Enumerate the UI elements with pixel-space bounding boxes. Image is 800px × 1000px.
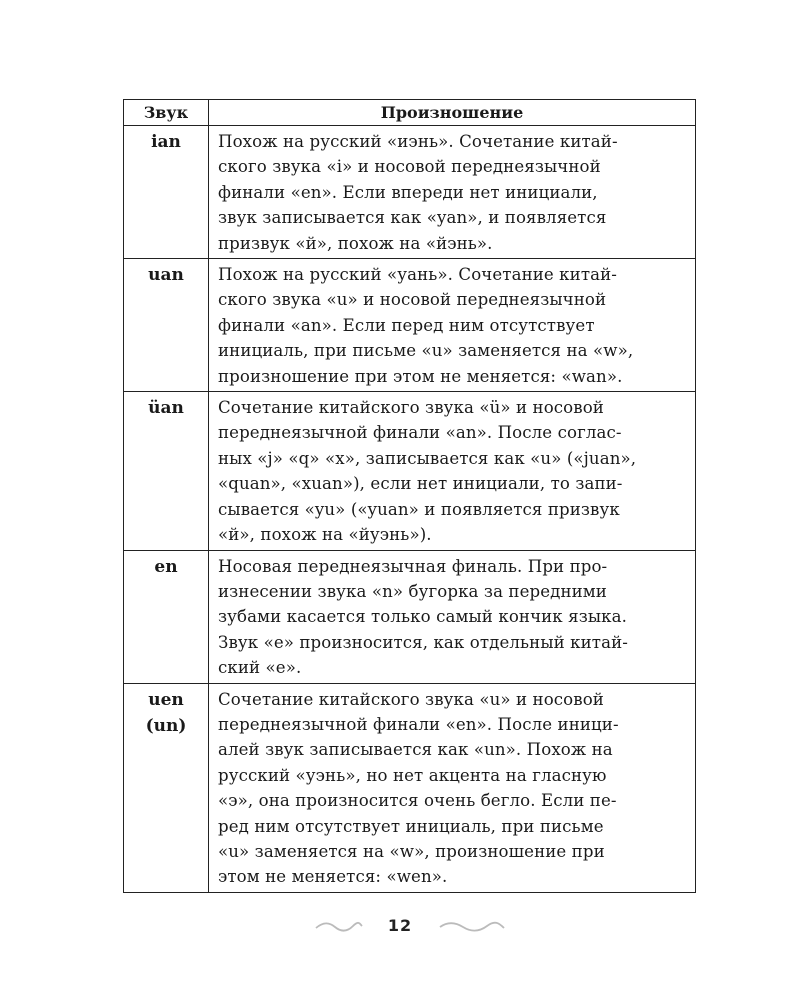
- sound-cell: [124, 550, 209, 683]
- pronunciation-line: ред ним отсутствует инициаль, при письме: [218, 816, 604, 836]
- pronunciation-line: алей звук записывается как «un». Похож на: [218, 740, 613, 760]
- sound-label: ian: [151, 132, 181, 152]
- sound-label: en: [154, 556, 178, 577]
- pronunciation-line: ский «e».: [218, 658, 302, 678]
- pronunciation-cell: [209, 550, 696, 683]
- sound-cell: [124, 392, 209, 550]
- sound-label: uan: [148, 265, 184, 286]
- pronunciation-line: инициаль, при письме «u» заменяется на «w»,: [218, 341, 634, 361]
- pronunciation-line: изнесении звука «n» бугорка за передними: [218, 581, 607, 601]
- pronunciation-line: звук записывается как «yan», и появляется: [218, 208, 607, 228]
- pronunciation-line: Звук «e» произносится, как отдельный китай-: [218, 632, 628, 652]
- pronunciation-line: финали «en». Если впереди нет инициали,: [218, 182, 598, 202]
- pronunciation-line: переднеязычной финали «en». После иници-: [218, 714, 619, 734]
- pronunciation-line: этом не меняется: «wen».: [218, 867, 448, 887]
- pronunciation-line: «й», похож на «йуэнь»).: [218, 525, 432, 545]
- pronunciation-line: финали «an». Если перед ним отсутствует: [218, 315, 595, 335]
- pronunciation-line: Сочетание китайского звука «u» и носовой: [218, 689, 604, 709]
- pronunciation-cell: [209, 392, 696, 550]
- pronunciation-line: сывается «yu» («yuan» и появляется призвук: [218, 499, 620, 519]
- pronunciation-line: ных «j» «q» «x», записывается как «u» («juan»,: [218, 448, 637, 468]
- pronunciation-line: призвук «й», похож на «йэнь».: [218, 233, 493, 253]
- pronunciation-line: Сочетание китайского звука «ü» и носовой: [218, 398, 604, 418]
- pronunciation-line: русский «уэнь», но нет акцента на гласную: [218, 765, 607, 785]
- pronunciation-line: ского звука «u» и носовой переднеязычной: [218, 290, 607, 310]
- table-row: [124, 550, 696, 683]
- header-pronunciation: Произношение: [209, 100, 696, 126]
- pronunciation-line: переднеязычной финали «an». После соглас-: [218, 423, 622, 443]
- sound-cell: [124, 683, 209, 892]
- sound-cell: [124, 126, 209, 259]
- pronunciation-cell: [209, 126, 696, 259]
- pronunciation-line: «э», она произносится очень бегло. Если пе-: [218, 791, 617, 811]
- table-row: [124, 392, 696, 550]
- table-header-row: [124, 100, 696, 126]
- table-row: [124, 126, 696, 259]
- pronunciation-line: Похож на русский «иэнь». Сочетание китай-: [218, 132, 618, 151]
- wave-ornament-left: [315, 920, 363, 934]
- page-number: 12: [387, 916, 413, 935]
- pronunciation-line: произношение при этом не меняется: «wan».: [218, 366, 623, 386]
- sound-label: üan: [148, 398, 184, 419]
- pronunciation-cell: [209, 259, 696, 392]
- pronunciation-line: «quan», «xuan»), если нет инициали, то запи-: [218, 474, 623, 494]
- table-row: [124, 683, 696, 892]
- sound-label: uen: [148, 689, 184, 710]
- pronunciation-line: Носовая переднеязычная финаль. При про-: [218, 556, 608, 576]
- table-body: [124, 126, 696, 893]
- sound-cell: [124, 259, 209, 392]
- header-sound: Звук: [124, 100, 209, 126]
- wave-ornament-right: [439, 920, 505, 934]
- page-footer: [0, 912, 800, 946]
- table-row: [124, 259, 696, 392]
- pronunciation-cell: [209, 683, 696, 892]
- phonetics-table: [123, 99, 696, 893]
- pronunciation-line: Похож на русский «уань». Сочетание китай-: [218, 265, 617, 285]
- pronunciation-line: зубами касается только самый кончик языка.: [218, 607, 628, 627]
- pronunciation-line: «u» заменяется на «w», произношение при: [218, 841, 605, 861]
- pronunciation-line: ского звука «i» и носовой переднеязычной: [218, 157, 601, 177]
- sound-label: (un): [145, 715, 187, 736]
